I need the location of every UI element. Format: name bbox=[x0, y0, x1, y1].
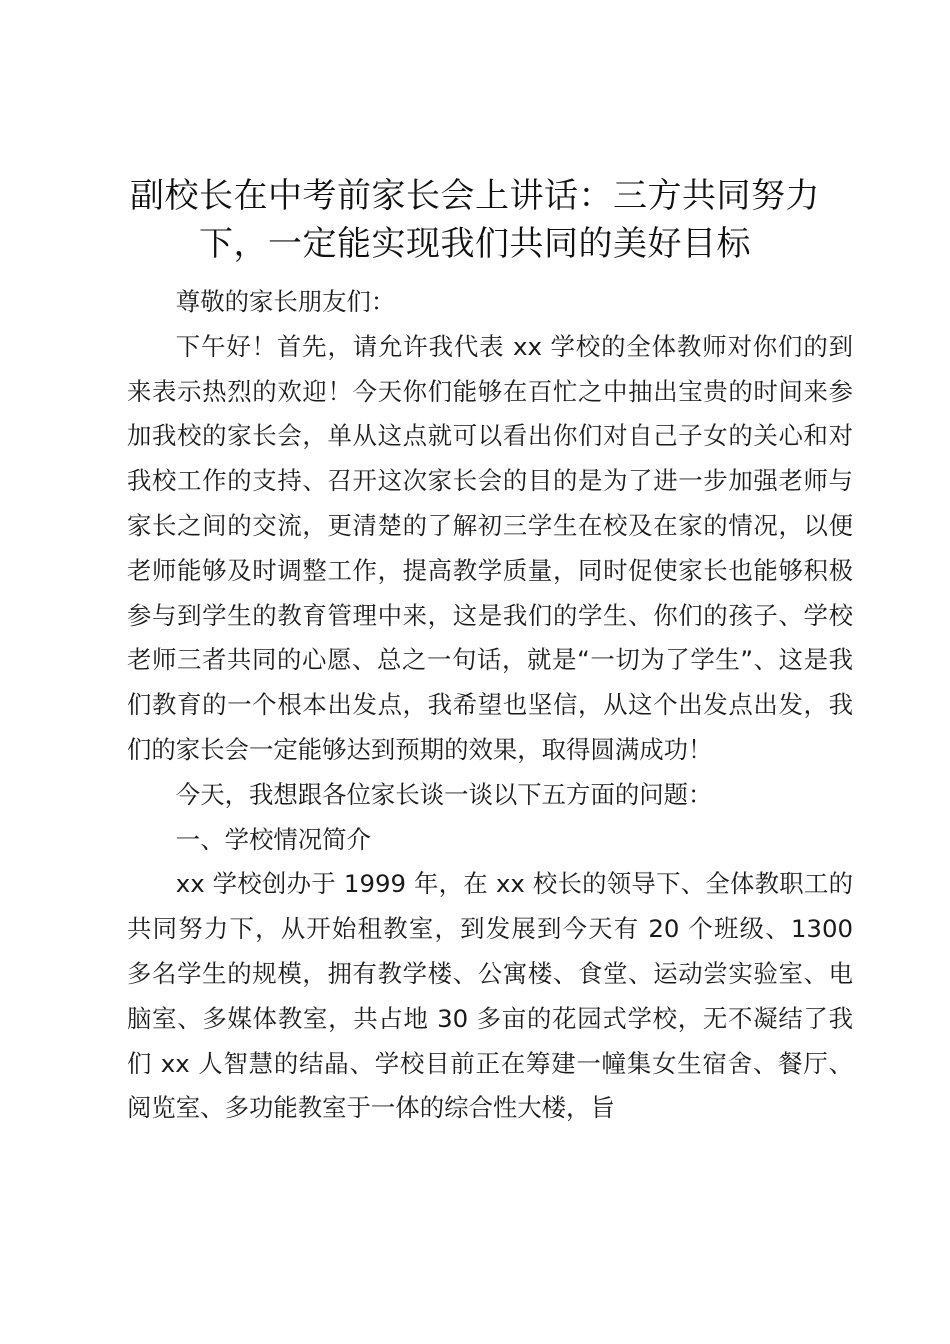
document-body bbox=[127, 280, 853, 1131]
opening-paragraph: 下午好！首先，请允许我代表 xx 学校的全体教师对你们的到来表示热烈的欢迎！今天你们能够在百忙之中抽出宝贵的时间来参加我校的家长会，单从这点就可以看出你们对自己子女的关心和对我校工作的支持、召开这次家长会的目的是为了进一步加强老师与家长之间的交流，更清楚的了解初三学生在校及在家的情况，以便老师能够及时调整工作，提高教学质量，同时促使家长也能够积极参与到学生的教育管理中来，这是我们的学生、你们的孩子、学校老师三者共同的心愿、总之一句话，就是“一切为了学生”、这是我们教育的一个根本出发点，我希望也坚信，从这个出发点出发，我们的家长会一定能够达到预期的效果，取得圆满成功！ bbox=[127, 331, 853, 764]
school-intro-paragraph: xx 学校创办于 1999 年，在 xx 校长的领导下、全体教职工的共同努力下，从开始租教室，到发展到今天有 20 个班级、1300 多名学生的规模，拥有教学楼、公寓楼、食堂、运动尝实验室、电脑室、多媒体教室，共占地 30 多亩的花园式学校，无不凝结了我们 xx 人智慧的结晶、学校目前正在筹建一幢集女生宿舍、餐厅、阅览室、多功能教室于一体的综合性大楼，旨 bbox=[127, 869, 853, 1123]
salutation-paragraph: 尊敬的家长朋友们： bbox=[175, 287, 396, 316]
section-heading-1: 一、学校情况简介 bbox=[175, 824, 371, 854]
document-title: 副校长在中考前家长会上讲话：三方共同努力下，一定能实现我们共同的美好目标 bbox=[130, 176, 820, 264]
agenda-intro-paragraph: 今天，我想跟各位家长谈一谈以下五方面的问题： bbox=[175, 779, 713, 809]
